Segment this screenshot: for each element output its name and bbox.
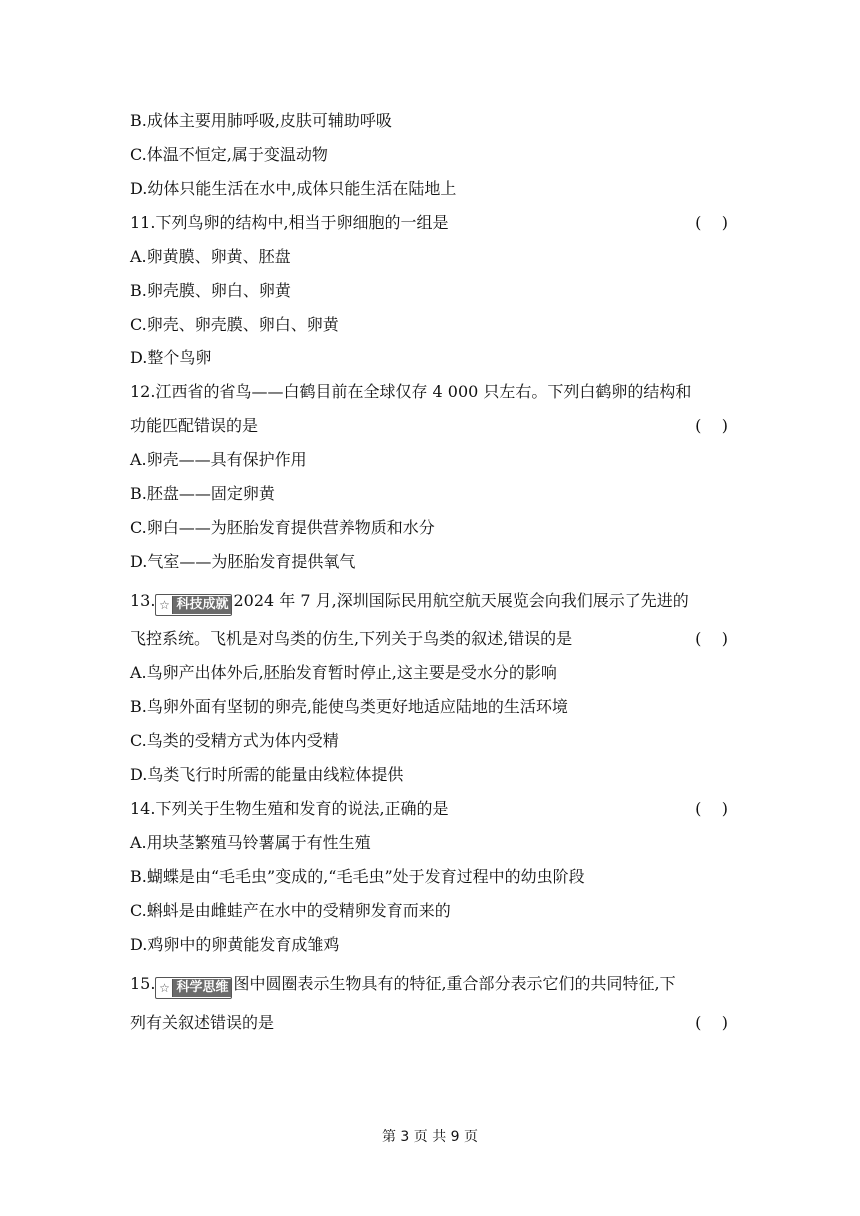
q13-option-a: A.鸟卵产出体外后,胚胎发育暂时停止,这主要是受水分的影响	[130, 663, 557, 682]
q14-option-a: A.用块茎繁殖马铃薯属于有性生殖	[130, 833, 371, 852]
q13-stem-line1	[130, 591, 730, 616]
q15-stem-line2: 列有关叙述错误的是	[130, 1013, 275, 1032]
q11-stem: 11.下列鸟卵的结构中,相当于卵细胞的一组是	[130, 213, 449, 232]
q12-answer-blank: ( )	[695, 416, 728, 435]
q12-option-a: A.卵壳——具有保护作用	[130, 450, 307, 469]
q15-stem-line1	[130, 974, 730, 999]
q15-answer-blank: ( )	[695, 1013, 728, 1032]
q13-answer-blank: ( )	[695, 629, 728, 648]
q13-option-c: C.鸟类的受精方式为体内受精	[130, 731, 339, 750]
q15-number: 15.	[130, 974, 156, 993]
q14-option-b: B.蝴蝶是由“毛毛虫”变成的,“毛毛虫”处于发育过程中的幼虫阶段	[130, 867, 585, 886]
q14-answer-blank: ( )	[695, 799, 728, 818]
q10-option-c: C.体温不恒定,属于变温动物	[130, 145, 328, 164]
q15-stem-text: 图中圆圈表示生物具有的特征,重合部分表示它们的共同特征,下	[233, 974, 676, 993]
q15-category-badge	[155, 977, 232, 999]
q14-stem: 14.下列关于生物生殖和发育的说法,正确的是	[130, 799, 449, 818]
q14-option-d: D.鸡卵中的卵黄能发育成雏鸡	[130, 935, 340, 954]
star-icon: ☆	[156, 596, 173, 614]
q11-option-b: B.卵壳膜、卵白、卵黄	[130, 281, 291, 300]
q12-stem-line2: 功能匹配错误的是	[130, 416, 259, 435]
q10-option-b: B.成体主要用肺呼吸,皮肤可辅助呼吸	[130, 111, 392, 130]
q15-badge-label: 科学思维	[173, 979, 231, 997]
q13-option-d: D.鸟类飞行时所需的能量由线粒体提供	[130, 765, 404, 784]
q11-answer-blank: ( )	[695, 213, 728, 232]
q13-stem-line2: 飞控系统。飞机是对鸟类的仿生,下列关于鸟类的叙述,错误的是	[130, 629, 573, 648]
q13-option-b: B.鸟卵外面有坚韧的卵壳,能使鸟类更好地适应陆地的生活环境	[130, 697, 568, 716]
q11-option-d: D.整个鸟卵	[130, 348, 212, 367]
page-number-footer: 第 3 页 共 9 页	[381, 1129, 479, 1145]
q13-number: 13.	[130, 591, 156, 610]
q14-option-c: C.蝌蚪是由雌蛙产在水中的受精卵发育而来的	[130, 901, 451, 920]
q12-stem-line1: 12.江西省的省鸟——白鹤目前在全球仅存 4 000 只左右。下列白鹤卵的结构和	[130, 382, 692, 401]
q11-option-a: A.卵黄膜、卵黄、胚盘	[130, 247, 291, 266]
q12-option-d: D.气室——为胚胎发育提供氧气	[130, 552, 356, 571]
star-icon: ☆	[156, 979, 173, 997]
q12-option-b: B.胚盘——固定卵黄	[130, 484, 275, 503]
q10-option-d: D.幼体只能生活在水中,成体只能生活在陆地上	[130, 179, 457, 198]
q11-option-c: C.卵壳、卵壳膜、卵白、卵黄	[130, 315, 339, 334]
q12-option-c: C.卵白——为胚胎发育提供营养物质和水分	[130, 518, 435, 537]
q13-stem-text: 2024 年 7 月,深圳国际民用航空航天展览会向我们展示了先进的	[233, 591, 689, 610]
q13-badge-label: 科技成就	[173, 596, 231, 614]
q13-category-badge	[155, 594, 232, 616]
